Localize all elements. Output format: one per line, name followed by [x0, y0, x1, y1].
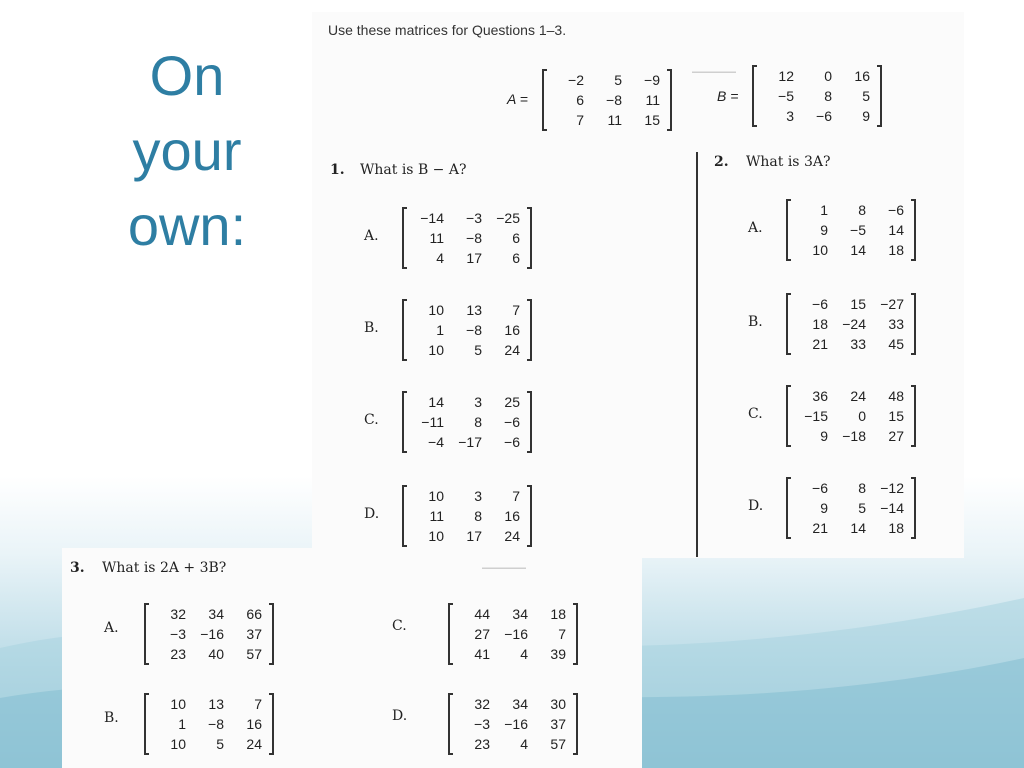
matrix-cell: −6 — [816, 108, 832, 124]
matrix-cell: 15 — [888, 408, 904, 424]
matrix-b — [752, 66, 882, 126]
matrix-cell: 10 — [428, 488, 444, 504]
matrix-cell: 18 — [888, 520, 904, 536]
matrix-cell: 57 — [550, 736, 566, 752]
matrix-cell: 6 — [576, 92, 584, 108]
matrix-cell: 24 — [504, 342, 520, 358]
matrix-cell: −16 — [200, 626, 224, 642]
matrix-cell: 5 — [858, 500, 866, 516]
matrix-cell: 4 — [520, 736, 528, 752]
matrix-cell: 34 — [512, 696, 528, 712]
matrix-cell: −24 — [842, 316, 866, 332]
q2-option-d-letter: D. — [748, 498, 764, 514]
matrix-cell: 14 — [888, 222, 904, 238]
q1-option-a-matrix — [402, 208, 532, 268]
matrix-cell: 11 — [607, 112, 622, 128]
matrix-cell: 24 — [504, 528, 520, 544]
matrix-cell: −16 — [504, 626, 528, 642]
q2-option-b-matrix — [786, 294, 916, 354]
matrix-cell: 10 — [428, 342, 444, 358]
matrix-cell: 7 — [576, 112, 584, 128]
matrix-cell: −18 — [842, 428, 866, 444]
matrix-cell: −25 — [496, 210, 520, 226]
matrix-cell: 11 — [429, 230, 444, 246]
q2-option-d-matrix — [786, 478, 916, 538]
question-3-scan — [62, 548, 642, 768]
matrix-cell: −5 — [850, 222, 866, 238]
matrix-cell: −11 — [421, 414, 444, 430]
matrix-cell: 16 — [854, 68, 870, 84]
matrix-cell: 34 — [208, 606, 224, 622]
matrix-cell: 18 — [812, 316, 828, 332]
matrix-cell: 8 — [858, 480, 866, 496]
question-1-number: 1. — [330, 162, 345, 178]
matrix-cell: 1 — [436, 322, 444, 338]
matrix-cell: −2 — [568, 72, 584, 88]
matrix-a-label: A = — [507, 91, 528, 107]
matrix-cell: 14 — [850, 242, 866, 258]
matrix-cell: 16 — [504, 322, 520, 338]
matrix-cell: −27 — [880, 296, 904, 312]
title-line-1: On — [149, 44, 225, 107]
matrix-cell: 16 — [504, 508, 520, 524]
matrix-cell: 36 — [812, 388, 828, 404]
matrix-cell: 21 — [812, 520, 828, 536]
matrix-cell: −4 — [428, 434, 444, 450]
matrix-cell: 24 — [850, 388, 866, 404]
bleed-through-text: —— — [692, 58, 736, 83]
matrix-cell: 3 — [474, 394, 482, 410]
matrix-cell: −8 — [466, 230, 482, 246]
q3-option-c-letter: C. — [392, 618, 407, 634]
matrix-cell: 9 — [820, 500, 828, 516]
q1-option-c-letter: C. — [364, 412, 379, 428]
column-divider — [696, 152, 698, 557]
q3-option-b-letter: B. — [104, 710, 119, 726]
matrix-cell: 0 — [824, 68, 832, 84]
matrix-cell: 15 — [644, 112, 660, 128]
question-3-prompt: What is 2A + 3B? — [102, 560, 227, 576]
matrix-cell: −3 — [170, 626, 186, 642]
matrix-cell: 48 — [888, 388, 904, 404]
matrix-cell: −12 — [880, 480, 904, 496]
matrix-cell: 6 — [512, 230, 520, 246]
matrix-cell: 1 — [178, 716, 186, 732]
matrix-cell: 32 — [474, 696, 490, 712]
matrix-cell: 33 — [888, 316, 904, 332]
matrix-cell: 9 — [820, 428, 828, 444]
matrix-cell: 17 — [466, 528, 482, 544]
q2-option-a-letter: A. — [748, 220, 763, 236]
matrix-cell: 37 — [550, 716, 566, 732]
q1-option-b-letter: B. — [364, 320, 379, 336]
matrix-cell: −6 — [888, 202, 904, 218]
question-2-prompt: What is 3A? — [746, 154, 831, 170]
matrix-cell: 25 — [504, 394, 520, 410]
matrix-cell: 10 — [170, 736, 186, 752]
q3-option-d-matrix — [448, 694, 578, 754]
matrix-cell: 5 — [614, 72, 622, 88]
worksheet-scan — [312, 12, 964, 558]
matrix-cell: 4 — [520, 646, 528, 662]
matrix-b-label: B = — [717, 88, 739, 104]
matrix-cell: 44 — [474, 606, 490, 622]
matrix-cell: −8 — [606, 92, 622, 108]
q3-option-d-letter: D. — [392, 708, 408, 724]
matrix-cell: −6 — [812, 480, 828, 496]
matrix-cell: −3 — [466, 210, 482, 226]
worksheet-header: Use these matrices for Questions 1–3. — [328, 22, 567, 38]
q3-option-a-matrix — [144, 604, 274, 664]
matrix-cell: 23 — [474, 736, 490, 752]
q3-option-b-matrix — [144, 694, 274, 754]
q2-option-a-matrix — [786, 200, 916, 260]
matrix-cell: 41 — [474, 646, 490, 662]
matrix-cell: 8 — [474, 414, 482, 430]
matrix-cell: −3 — [474, 716, 490, 732]
matrix-cell: 4 — [436, 250, 444, 266]
matrix-cell: 24 — [246, 736, 262, 752]
matrix-cell: 11 — [429, 508, 444, 524]
matrix-cell: 32 — [170, 606, 186, 622]
matrix-cell: −14 — [880, 500, 904, 516]
matrix-cell: 18 — [550, 606, 566, 622]
matrix-cell: 27 — [888, 428, 904, 444]
slide-title — [92, 38, 282, 263]
q1-option-d-matrix — [402, 486, 532, 546]
matrix-cell: 0 — [858, 408, 866, 424]
q2-option-c-matrix — [786, 386, 916, 446]
matrix-cell: 27 — [474, 626, 490, 642]
matrix-cell: 14 — [850, 520, 866, 536]
q2-option-b-letter: B. — [748, 314, 763, 330]
matrix-cell: −9 — [644, 72, 660, 88]
q1-option-b-matrix — [402, 300, 532, 360]
matrix-cell: 15 — [850, 296, 866, 312]
matrix-cell: 13 — [466, 302, 482, 318]
matrix-cell: 21 — [812, 336, 828, 352]
question-1-prompt: What is B − A? — [360, 162, 467, 178]
matrix-cell: −6 — [812, 296, 828, 312]
matrix-cell: 10 — [812, 242, 828, 258]
matrix-cell: 5 — [862, 88, 870, 104]
bleed-through-text: —— — [482, 554, 526, 579]
matrix-cell: 33 — [850, 336, 866, 352]
matrix-cell: 11 — [645, 92, 660, 108]
matrix-cell: 9 — [862, 108, 870, 124]
q3-option-a-letter: A. — [104, 620, 119, 636]
question-2-number: 2. — [714, 154, 729, 170]
matrix-cell: 23 — [170, 646, 186, 662]
matrix-cell: −14 — [420, 210, 444, 226]
matrix-cell: 14 — [428, 394, 444, 410]
title-line-3: own: — [127, 194, 247, 257]
matrix-cell: 10 — [428, 528, 444, 544]
matrix-cell: 39 — [550, 646, 566, 662]
matrix-cell: 13 — [208, 696, 224, 712]
matrix-a — [542, 70, 672, 130]
matrix-cell: 57 — [246, 646, 262, 662]
matrix-cell: 66 — [246, 606, 262, 622]
matrix-cell: 40 — [208, 646, 224, 662]
q1-option-c-matrix — [402, 392, 532, 452]
matrix-cell: 7 — [512, 302, 520, 318]
matrix-cell: −16 — [504, 716, 528, 732]
matrix-cell: −6 — [504, 434, 520, 450]
matrix-cell: 3 — [786, 108, 794, 124]
matrix-cell: 17 — [466, 250, 482, 266]
matrix-cell: 7 — [512, 488, 520, 504]
title-line-2: your — [132, 119, 242, 182]
matrix-cell: 8 — [824, 88, 832, 104]
matrix-cell: 16 — [246, 716, 262, 732]
q1-option-d-letter: D. — [364, 506, 380, 522]
matrix-cell: 10 — [428, 302, 444, 318]
matrix-cell: 1 — [820, 202, 828, 218]
matrix-cell: 37 — [246, 626, 262, 642]
matrix-cell: −6 — [504, 414, 520, 430]
matrix-cell: 10 — [170, 696, 186, 712]
matrix-cell: 8 — [474, 508, 482, 524]
question-3-number: 3. — [70, 560, 85, 576]
matrix-cell: 6 — [512, 250, 520, 266]
matrix-cell: 8 — [858, 202, 866, 218]
matrix-cell: 5 — [216, 736, 224, 752]
q3-option-c-matrix — [448, 604, 578, 664]
matrix-cell: 9 — [820, 222, 828, 238]
matrix-cell: 45 — [888, 336, 904, 352]
matrix-cell: −8 — [208, 716, 224, 732]
matrix-cell: 12 — [778, 68, 794, 84]
matrix-cell: −5 — [778, 88, 794, 104]
matrix-cell: 30 — [550, 696, 566, 712]
q2-option-c-letter: C. — [748, 406, 763, 422]
q1-option-a-letter: A. — [364, 228, 379, 244]
matrix-cell: −17 — [458, 434, 482, 450]
matrix-cell: 7 — [558, 626, 566, 642]
matrix-cell: 7 — [254, 696, 262, 712]
matrix-cell: 3 — [474, 488, 482, 504]
matrix-cell: 5 — [474, 342, 482, 358]
matrix-cell: 18 — [888, 242, 904, 258]
matrix-cell: −15 — [804, 408, 828, 424]
matrix-cell: −8 — [466, 322, 482, 338]
matrix-cell: 34 — [512, 606, 528, 622]
